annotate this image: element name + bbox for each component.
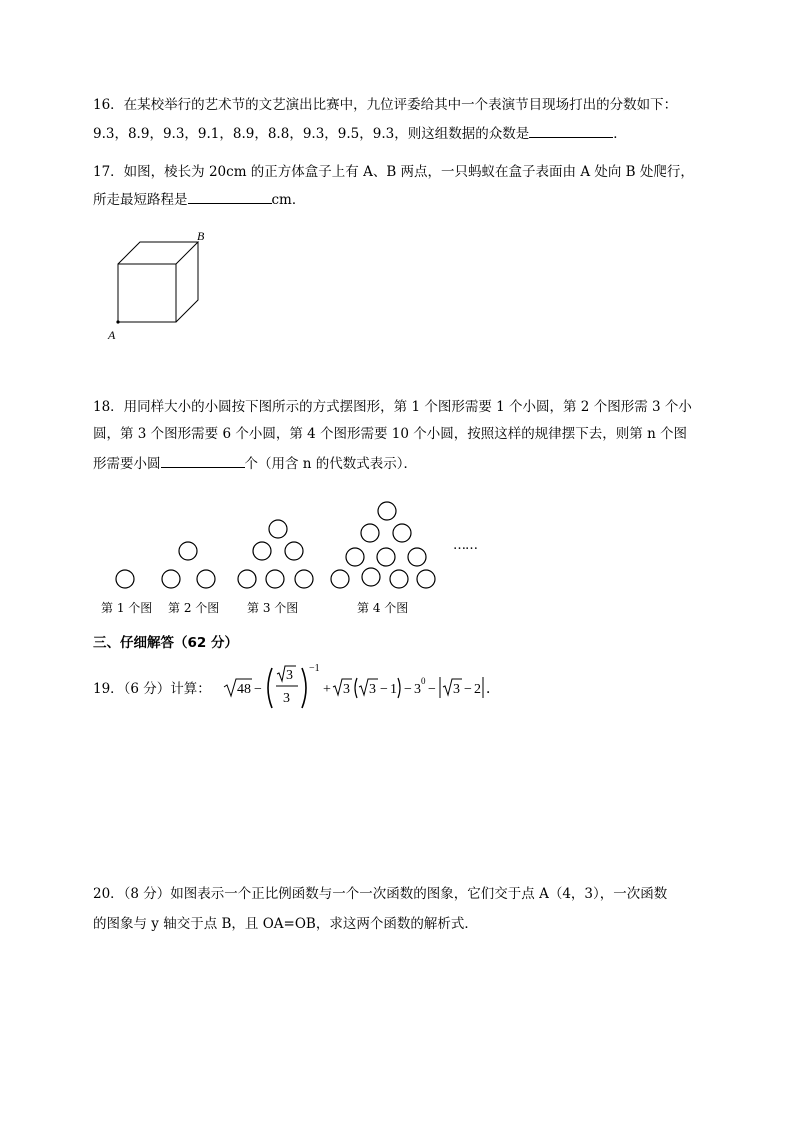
number-3: 3 [286,668,293,683]
plus-sign: + [323,682,331,697]
caption-figure-4: 第 4 个图 [357,601,409,615]
q17-answer-blank[interactable] [188,189,272,204]
number-3: 3 [283,691,290,706]
q16-answer-blank[interactable] [529,123,613,138]
caption-figure-2: 第 2 个图 [168,601,220,615]
point-a-label: A [108,328,116,342]
section-heading: 三、仔细解答（62 分） [93,635,238,651]
minus-sign: − [464,682,472,697]
q17-unit: cm． [271,192,306,208]
exponent-0: 0 [421,676,426,686]
q17-line2 [93,189,305,209]
circle [266,570,284,588]
number-3: 3 [343,682,350,697]
left-paren [268,668,272,708]
caption-figure-1: 第 1 个图 [101,601,153,615]
number-2: 2 [474,682,481,697]
circle [269,520,287,538]
q16-line1: 16．在某校举行的艺术节的文艺演出比赛中，九位评委给其中一个表演节目现场打出的分数如下： [93,97,678,113]
q19-expression [222,660,502,718]
circle [116,570,134,588]
period: ． [486,682,500,697]
circle [295,570,313,588]
circle-pattern-figure [100,495,490,595]
cube-top-face [118,242,198,264]
q17-line1: 17．如图，棱长为 20cm 的正方体盒子上有 A、B 两点，一只蚂蚁在盒子表面由 A 处向 B 处爬行， [93,164,694,180]
q19-prefix: 19．（6 分）计算： [93,681,211,697]
q18-line2: 圆，第 3 个图形需要 6 个小圆，第 4 个图形需要 10 个小圆，按照这样的规律摆下去，则第 n 个图 [93,426,688,442]
circle [285,542,303,560]
q20-line1: 20．（8 分）如图表示一个正比例函数与一个一次函数的图象，它们交于点 A（4，3），一次函数 [93,886,668,902]
right-paren [398,678,400,698]
circle [361,524,379,542]
caption-figure-3: 第 3 个图 [247,601,299,615]
q20-line2: 的图象与 y 轴交于点 B，且 OA=OB，求这两个函数的解析式． [93,916,478,932]
point-b-label: B [197,229,205,243]
circle [408,548,426,566]
circle [417,570,435,588]
circle [331,570,349,588]
cube-side-face [176,242,198,322]
q18-text: 形需要小圆 [93,456,161,472]
circle [197,570,215,588]
circle [362,568,380,586]
number-3: 3 [369,682,376,697]
number-48: 48 [237,682,251,697]
q16-line2 [93,123,627,143]
q16-period: ． [613,126,627,142]
circle [253,542,271,560]
q18-text-end: 个（用含 n 的代数式表示）． [244,456,418,472]
cube-figure [100,226,210,346]
exponent-neg1: −1 [309,663,320,674]
circle [162,570,180,588]
q17-text: 所走最短路程是 [93,192,188,208]
minus-sign: − [428,682,436,697]
circle [390,570,408,588]
pattern-ellipsis: …… [453,538,477,553]
left-paren [355,678,357,698]
number-3: 3 [453,682,460,697]
q18-line1: 18．用同样大小的小圆按下图所示的方式摆图形，第 1 个图形需要 1 个小圆，第 2 个图形需 3 个小 [93,399,692,415]
right-paren [302,668,306,708]
q18-line3 [93,453,417,473]
q18-answer-blank[interactable] [161,453,245,468]
cube-front-face [118,264,176,322]
q16-text: 9.3，8.9，9.3，9.1，8.9，8.8，9.3，9.5，9.3，则这组数据的众数是 [93,126,530,142]
circle [393,524,411,542]
minus-sign: − [254,682,262,697]
point-a-dot [116,320,119,323]
number-1: 1 [390,682,397,697]
circle [238,570,256,588]
circle [346,548,364,566]
circle [377,548,395,566]
circle [378,502,396,520]
number-3: 3 [414,682,421,697]
minus-sign: − [380,682,388,697]
minus-sign: − [404,682,412,697]
circle [179,542,197,560]
